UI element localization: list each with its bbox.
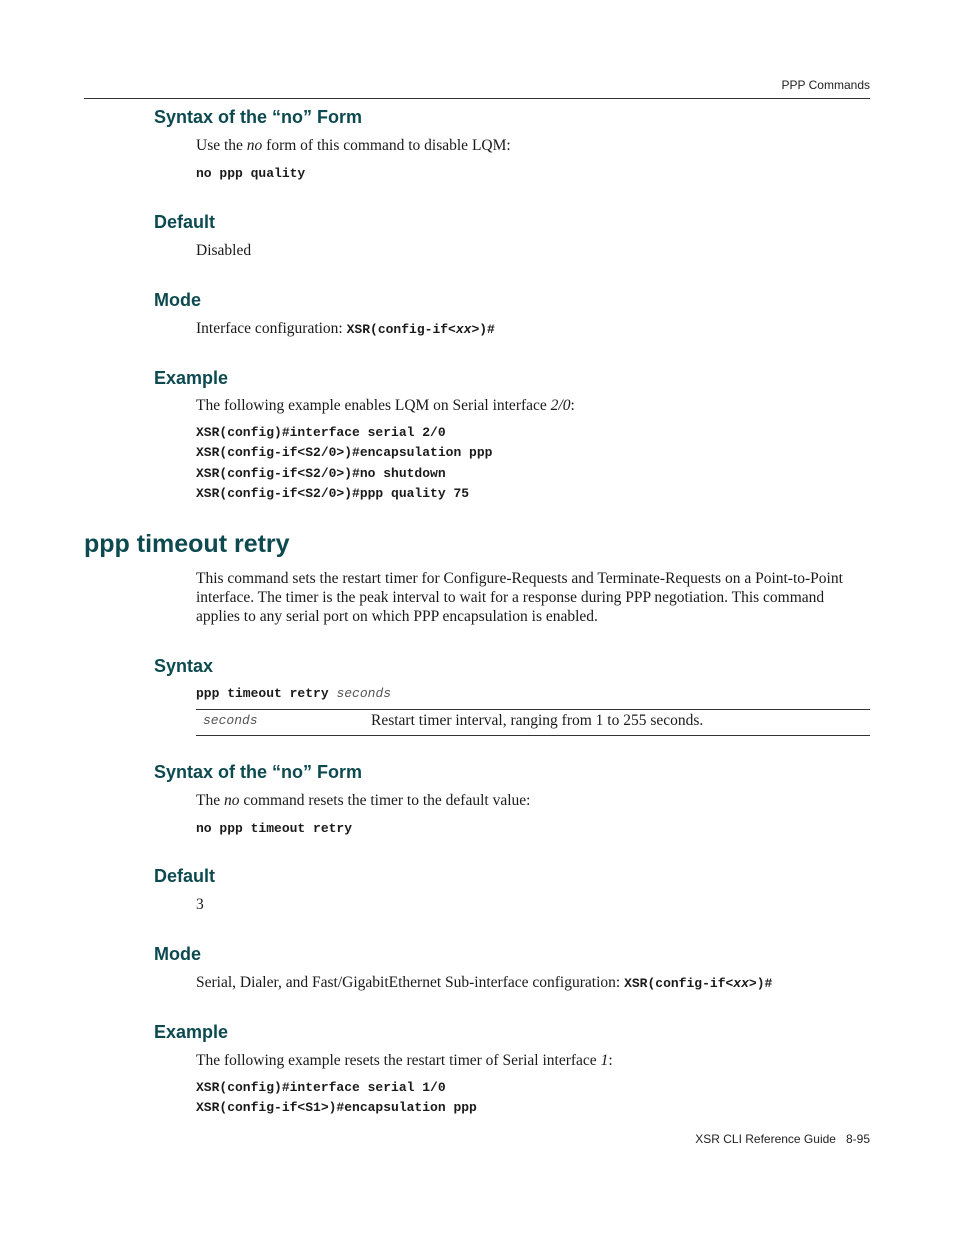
code-line: XSR(config)#interface serial 1/0 <box>196 1080 446 1095</box>
code-line: XSR(config-if<S2/0>)#no shutdown <box>196 465 446 481</box>
mode-text: Interface configuration: XSR(config-if<xx>)# <box>196 320 495 337</box>
example-code-block <box>196 423 492 504</box>
no-form-code: no ppp quality <box>196 166 306 181</box>
syntax-line: ppp timeout retry seconds <box>196 686 392 701</box>
mode-heading: Mode <box>154 290 201 310</box>
example-code-block-2 <box>196 1078 477 1119</box>
default-value: Disabled <box>196 242 252 259</box>
running-header: PPP Commands <box>781 78 870 92</box>
no-form-text-2: The no command resets the timer to the default value: <box>196 792 531 809</box>
code-line: XSR(config-if<S2/0>)#encapsulation ppp <box>196 445 493 461</box>
param-table-bottom-rule <box>196 735 870 736</box>
param-table-top-rule <box>196 709 870 710</box>
param-name: seconds <box>203 713 258 728</box>
default-heading: Default <box>154 212 216 232</box>
default-value-2: 3 <box>196 896 204 913</box>
code-line: XSR(config)#interface serial 2/0 <box>196 425 446 440</box>
code-line: XSR(config-if<S2/0>)#ppp quality 75 <box>196 485 470 501</box>
no-form-heading: Syntax of the “no” Form <box>154 107 363 127</box>
example-text-2: The following example resets the restart timer of Serial interface 1: <box>196 1052 613 1069</box>
example-heading-2: Example <box>154 1022 229 1042</box>
no-form-code-2: no ppp timeout retry <box>196 821 353 836</box>
command-title: ppp timeout retry <box>84 530 290 558</box>
example-text: The following example enables LQM on Serial interface 2/0: <box>196 397 575 414</box>
command-description: This command sets the restart timer for Configure-Requests and Terminate-Requests on a Point-to-Point interface. The timer is the peak interval to wait for a response during PPP negotiation. This command applies to any serial port on which PPP encapsulation is enabled. <box>196 570 843 625</box>
mode-text-2: Serial, Dialer, and Fast/GigabitEthernet Sub-interface configuration: XSR(config-if<xx>)# <box>196 974 773 991</box>
syntax-heading: Syntax <box>154 656 214 676</box>
header-divider <box>84 98 870 99</box>
no-form-text: Use the no form of this command to disable LQM: <box>196 137 511 154</box>
mode-heading-2: Mode <box>154 944 201 964</box>
page-number: 8-95 <box>845 1132 870 1146</box>
no-form-heading-2: Syntax of the “no” Form <box>154 762 363 782</box>
guide-title: XSR CLI Reference Guide <box>695 1132 836 1146</box>
param-description: Restart timer interval, ranging from 1 to 255 seconds. <box>371 712 704 729</box>
running-footer <box>695 1132 870 1146</box>
code-line: XSR(config-if<S1>)#encapsulation ppp <box>196 1100 477 1116</box>
example-heading: Example <box>154 368 229 388</box>
default-heading-2: Default <box>154 866 216 886</box>
